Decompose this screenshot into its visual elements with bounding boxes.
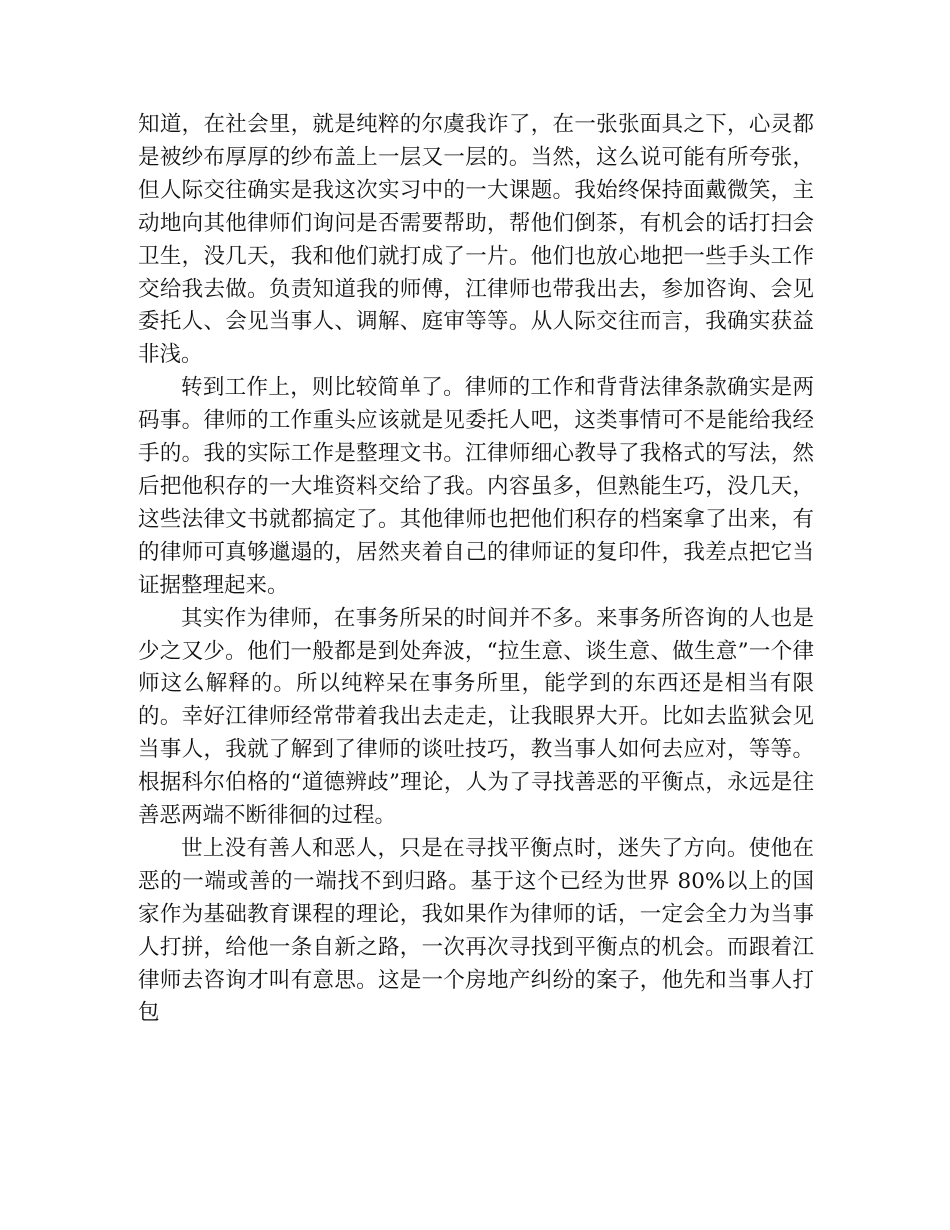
paragraph-4: 世上没有善人和恶人，只是在寻找平衡点时，迷失了方向。使他在恶的一端或善的一端找不到归路。基于这个已经为世界 80%以上的国家作为基础教育课程的理论，我如果作为律师的话，一定会全力为当事人打拼，给他一条自新之路，一次再次寻找到平衡点的机会。而跟着江律师去咨询才叫有意思。这是一个房地产纠纷的案子，他先和当事人打包	[138, 835, 814, 1026]
paragraph-3: 其实作为律师，在事务所呆的时间并不多。来事务所咨询的人也是少之又少。他们一般都是到处奔波，“拉生意、谈生意、做生意”一个律师这么解释的。所以纯粹呆在事务所里，能学到的东西还是相当有限的。幸好江律师经常带着我出去走走，让我眼界大开。比如去监狱会见当事人，我就了解到了律师的谈吐技巧，教当事人如何去应对，等等。根据科尔伯格的“道德辨歧”理论，人为了寻找善恶的平衡点，永远是往善恶两端不断徘徊的过程。	[138, 605, 814, 829]
document-body	[138, 109, 814, 1030]
paragraph-2: 转到工作上，则比较简单了。律师的工作和背背法律条款确实是两码事。律师的工作重头应该就是见委托人吧，这类事情可不是能给我经手的。我的实际工作是整理文书。江律师细心教导了我格式的写法，然后把他积存的一大堆资料交给了我。内容虽多，但熟能生巧，没几天，这些法律文书就都搞定了。其他律师也把他们积存的档案拿了出来，有的律师可真够邋遢的，居然夹着自己的律师证的复印件，我差点把它当证据整理起来。	[138, 375, 814, 598]
paragraph-1: 知道，在社会里，就是纯粹的尔虞我诈了，在一张张面具之下，心灵都是被纱布厚厚的纱布盖上一层又一层的。当然，这么说可能有所夸张，但人际交往确实是我这次实习中的一大课题。我始终保持面戴微笑，主动地向其他律师们询问是否需要帮助，帮他们倒茶，有机会的话打扫会卫生，没几天，我和他们就打成了一片。他们也放心地把一些手头工作交给我去做。负责知道我的师傅，江律师也带我出去，参加咨询、会见委托人、会见当事人、调解、庭审等等。从人际交往而言，我确实获益非浅。	[138, 112, 814, 368]
